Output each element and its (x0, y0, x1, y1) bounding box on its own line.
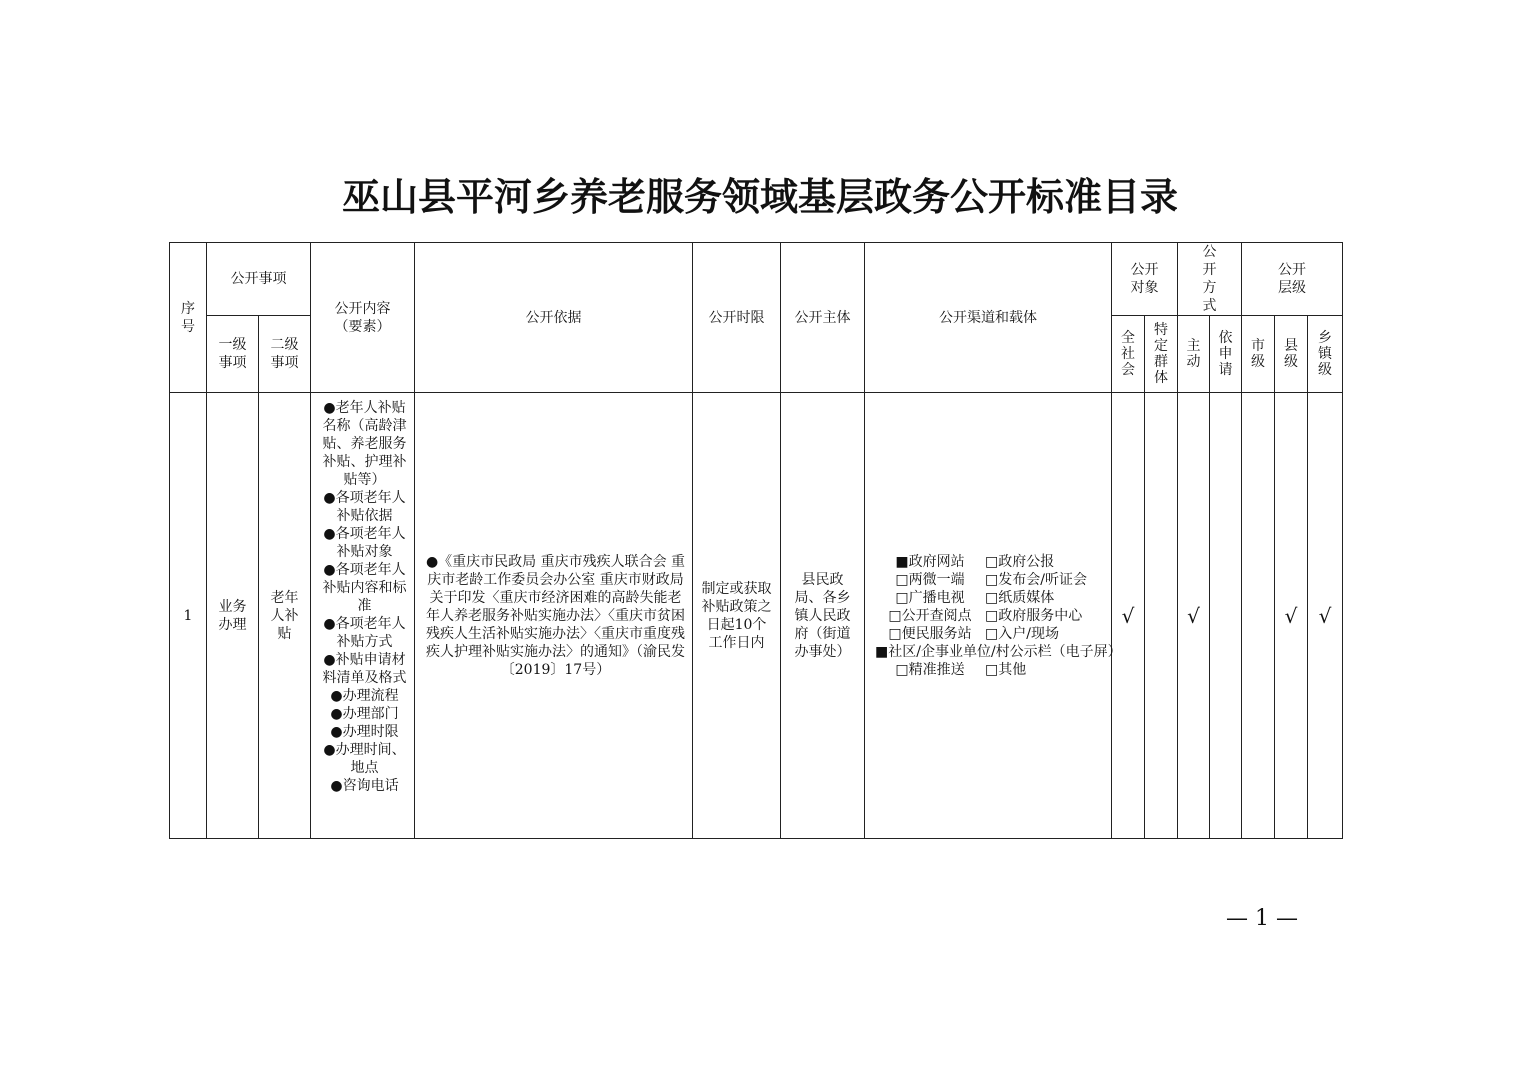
header-method-active: 主动 (1178, 316, 1210, 393)
channel-option: □两微一端 (895, 571, 965, 588)
channel-option: □便民服务站 (888, 625, 972, 642)
content-item: ●各项老年人补贴内容和标准 (322, 562, 407, 614)
cell-target-all: √ (1112, 393, 1145, 839)
cell-level-city (1242, 393, 1275, 839)
header-level2: 二级事项 (259, 316, 311, 393)
cell-level2: 老年人补贴 (259, 393, 311, 839)
header-target-all: 全社会 (1112, 316, 1145, 393)
header-time-limit: 公开时限 (693, 243, 781, 393)
channel-option: □政府服务中心 (985, 607, 1083, 624)
header-level1: 一级事项 (207, 316, 259, 393)
channel-option: ■政府网站 (895, 553, 965, 570)
cell-level-county: √ (1275, 393, 1308, 839)
content-item: ●办理时间、地点 (323, 742, 406, 776)
header-item: 公开事项 (207, 243, 311, 316)
channel-option: □发布会/听证会 (985, 571, 1087, 588)
cell-method-active: √ (1178, 393, 1210, 839)
channel-option: □精准推送 (895, 661, 965, 678)
content-item: ●咨询电话 (330, 778, 399, 794)
table-row (170, 393, 1343, 839)
content-item: ●各项老年人补贴对象 (323, 526, 406, 560)
page-number: — 1 — (1226, 906, 1298, 931)
channel-option: □入户/现场 (985, 625, 1059, 642)
content-item: ●老年人补贴名称（高龄津贴、养老服务补贴、护理补贴等） (322, 400, 407, 488)
content-item: ●办理时限 (330, 724, 399, 740)
cell-content (311, 393, 415, 839)
header-method-request: 依申请 (1210, 316, 1242, 393)
cell-basis: ●《重庆市民政局 重庆市残疾人联合会 重庆市老龄工作委员会办公室 重庆市财政局关于印发〈重庆市经济困难的高龄失能老年人养老服务补贴实施办法〉〈重庆市贫困残疾人生活补贴实施办法〉〈重庆市重度残疾人护理补贴实施办法〉的通知》（渝民发〔2019〕17号） (415, 393, 693, 839)
content-item: ●办理流程 (330, 688, 399, 704)
content-item: ●各项老年人补贴方式 (323, 616, 406, 650)
page-title: 巫山县平河乡养老服务领域基层政务公开标准目录 (341, 174, 1178, 219)
header-level: 公开层级 (1242, 243, 1343, 316)
cell-target-specific (1145, 393, 1178, 839)
channel-option: □其他 (985, 661, 1027, 678)
cell-method-request (1210, 393, 1242, 839)
header-subject: 公开主体 (781, 243, 865, 393)
header-level-city: 市级 (1242, 316, 1275, 393)
channel-option: □政府公报 (985, 553, 1055, 570)
header-level-county: 县级 (1275, 316, 1308, 393)
cell-level1: 业务办理 (207, 393, 259, 839)
catalog-table (169, 242, 1343, 839)
header-target: 公开对象 (1112, 243, 1178, 316)
content-item: ●办理部门 (330, 706, 399, 722)
content-item: ●补贴申请材料清单及格式 (322, 652, 407, 686)
header-target-specific: 特定群体 (1145, 316, 1178, 393)
header-method: 公开方式 (1178, 243, 1242, 316)
cell-level-township: √ (1308, 393, 1343, 839)
header-content: 公开内容（要素） (311, 243, 415, 393)
channel-option: □纸质媒体 (985, 589, 1055, 606)
channel-option: ■社区/企事业单位/村公示栏（电子屏） (875, 643, 1122, 660)
content-item: ●各项老年人补贴依据 (323, 490, 406, 524)
channel-option: □公开查阅点 (888, 607, 972, 624)
cell-channels (865, 393, 1122, 839)
cell-seq: 1 (170, 393, 207, 839)
header-channels: 公开渠道和载体 (865, 243, 1112, 393)
cell-subject: 县民政局、各乡镇人民政府（街道办事处） (781, 393, 865, 839)
header-level-township: 乡镇级 (1308, 316, 1343, 393)
channel-option: □广播电视 (895, 589, 965, 606)
header-seq: 序号 (170, 243, 207, 393)
header-basis: 公开依据 (415, 243, 693, 393)
cell-time-limit: 制定或获取补贴政策之日起10个工作日内 (693, 393, 781, 839)
